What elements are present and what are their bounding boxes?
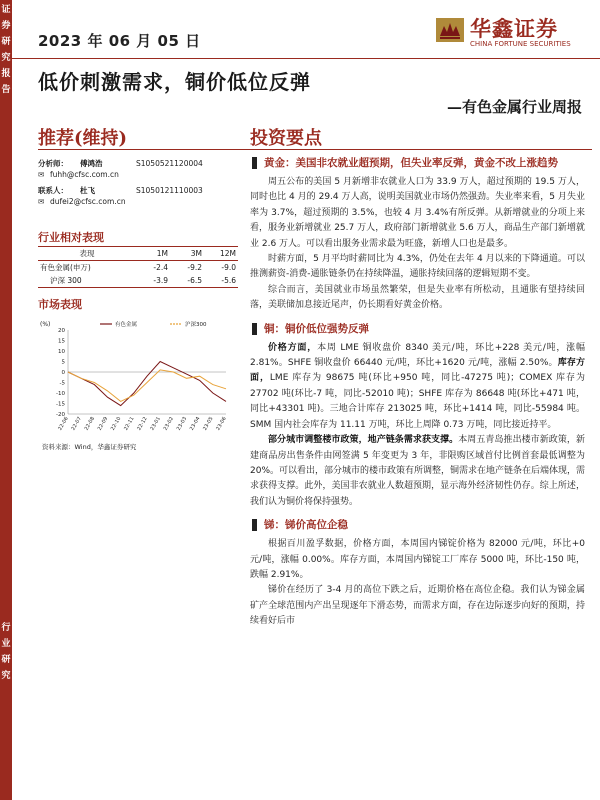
performance-title: 行业相对表现 bbox=[38, 231, 104, 244]
section-heading bbox=[250, 156, 585, 171]
x-tick-label: 23-03 bbox=[175, 416, 189, 432]
section-heading-text: 黄金：美国非农就业超预期，但失业率反弹，黄金不改上涨趋势 bbox=[264, 157, 558, 169]
paragraph-text: 本周五青岛推出楼市新政策，新建商品房出售条件由网签满 5 年变更为 3 年，非限购区域首付比例首套最低调整为 20%。可以看出，部分城市的楼市政策有所调整，铜需求在地产链条在后端体现，需求获得支撑。此外，美国非农就业人数超预期，显示海外经济韧性仍存。综上所述，我们认为铜价将保持强势。 bbox=[250, 435, 586, 507]
y-tick-label: 0 bbox=[61, 370, 65, 376]
analyst-role: 分析师： bbox=[38, 159, 68, 168]
analyst-row bbox=[38, 158, 234, 169]
header-divider bbox=[12, 58, 600, 59]
side-char: 业 bbox=[1, 639, 11, 649]
x-tick-label: 22-10 bbox=[109, 416, 123, 432]
x-tick-label: 23-04 bbox=[188, 416, 202, 432]
body-paragraph bbox=[250, 537, 585, 583]
x-tick-label: 23-01 bbox=[149, 416, 162, 432]
value-3m: -6.5 bbox=[170, 274, 204, 288]
section-heading-text: 锑：锑价高位企稳 bbox=[264, 519, 348, 532]
x-tick-label: 23-02 bbox=[162, 416, 176, 432]
contact-name: 杜飞 bbox=[80, 186, 95, 195]
paragraph-text: 周五公布的美国 5 月新增非农就业人口为 33.9 万人，超过预期的 19.5 万人，同时也比 4 月的 29.4 万人高，说明美国就业市场仍然强劲。失业率来看，5 月失业率为 3.7%，超过预期的 3.5%，也较 4 月 3.4%有所反弹。从新增就业的分项上来看，服务业新增就业 25.7 万人，政府部门新增就业 5.6 万人，商品生产部门新增就业 2.6 万人。可以看出服务业需求最为旺盛，新增人口也是最多。 bbox=[250, 177, 585, 249]
paragraph-lead: 库存方面， bbox=[250, 358, 585, 384]
brand-logo-icon bbox=[436, 18, 464, 42]
row-name: 沪深 300 bbox=[38, 274, 136, 288]
bullet-marker-icon bbox=[252, 519, 257, 531]
performance-table bbox=[38, 246, 238, 288]
y-tick-label: 15 bbox=[58, 338, 65, 345]
row-name: 有色金属(申万) bbox=[40, 263, 91, 272]
side-char: 证 bbox=[1, 5, 11, 15]
x-tick-label: 22-12 bbox=[136, 416, 149, 432]
mail-icon: ✉ bbox=[38, 197, 45, 206]
contact-code: S1050121110003 bbox=[136, 186, 203, 195]
paragraph-text: 根据百川盈孚数据，价格方面，本周国内锑锭价格为 82000 元/吨，环比+0 元/吨，涨幅 0.00%。库存方面，本周国内锑锭工厂库存 5000 吨，环比-150 吨，跌幅 2.91%。 bbox=[250, 539, 585, 580]
report-date: 2023 年 06 月 05 日 bbox=[38, 32, 201, 50]
side-char: 究 bbox=[1, 671, 11, 681]
value-1m: -2.4 bbox=[153, 263, 168, 272]
bullet-marker-icon bbox=[252, 323, 257, 335]
side-label-bottom bbox=[0, 620, 12, 684]
legend-label: 有色金属 bbox=[115, 322, 138, 328]
rating-label: 推荐(维持) bbox=[38, 128, 128, 149]
table-header: 1M bbox=[136, 247, 170, 261]
section-heading bbox=[250, 322, 585, 337]
analyst-info bbox=[38, 158, 234, 207]
side-char: 研 bbox=[1, 655, 11, 665]
section-heading bbox=[250, 518, 585, 533]
x-tick-label: 23-06 bbox=[215, 416, 228, 432]
market-title: 市场表现 bbox=[38, 298, 82, 311]
body-paragraph bbox=[250, 252, 585, 283]
contact-row bbox=[38, 185, 234, 196]
paragraph-text: LME 库存为 98675 吨(环比+950 吨，同比-47275 吨)；COMEX 库存为 27702 吨(环比-7 吨，同比-52010 吨)；SHFE 库存为 86648 吨(环比+471 吨，同比+43301 吨)。三地合计库存 213025 吨，环比+1414 吨，同比-55984 吨。SMM 国内社会库存为 11.11 万吨，环比上周降 0.73 万吨，同比接近持平。 bbox=[250, 373, 585, 430]
market-chart bbox=[38, 316, 238, 436]
paragraph-lead: 部分城市调整楼市政策，地产链条需求获支撑。 bbox=[268, 435, 459, 446]
x-tick-label: 22-08 bbox=[83, 416, 97, 432]
body-paragraph bbox=[250, 583, 585, 629]
x-tick-label: 22-09 bbox=[96, 416, 110, 432]
brand-logo-subtext: CHINA FORTUNE SECURITIES bbox=[470, 40, 571, 48]
contact-email-row[interactable] bbox=[38, 196, 234, 207]
contact-email[interactable]: dufei2@cfsc.com.cn bbox=[50, 197, 126, 206]
x-tick-label: 22-06 bbox=[57, 416, 70, 432]
x-tick-label: 22-11 bbox=[123, 416, 136, 432]
series-line-2 bbox=[68, 370, 226, 402]
table-row bbox=[38, 261, 238, 275]
paragraph-text: 本周 LME 铜收盘价 8340 美元/吨，环比+228 美元/吨，涨幅 2.81%。SHFE 铜收盘价 66440 元/吨，环比+1620 元/吨，涨幅 2.50%。 bbox=[250, 342, 585, 369]
report-title: 低价刺激需求，铜价低位反弹 bbox=[38, 70, 311, 94]
side-char: 究 bbox=[1, 53, 11, 63]
value-12m: -9.0 bbox=[221, 263, 236, 272]
y-tick-label: 5 bbox=[61, 359, 65, 366]
investment-points-title: 投资要点 bbox=[250, 128, 322, 149]
body-paragraph bbox=[250, 433, 585, 510]
table-header: 表现 bbox=[38, 247, 136, 261]
table-header: 12M bbox=[204, 247, 238, 261]
analyst-name: 傅鸿浩 bbox=[80, 159, 103, 168]
analyst-email-row[interactable] bbox=[38, 169, 234, 180]
bullet-marker-icon bbox=[252, 157, 257, 169]
table-header: 3M bbox=[170, 247, 204, 261]
paragraph-lead: 价格方面， bbox=[268, 342, 318, 353]
analyst-email[interactable]: fuhh@cfsc.com.cn bbox=[50, 170, 119, 179]
value-12m: -5.6 bbox=[204, 274, 238, 288]
x-tick-label: 22-07 bbox=[70, 416, 83, 432]
paragraph-text: 锑价在经历了 3-4 月的高位下跌之后，近期价格在高位企稳。我们认为锑金属矿产全球范围内产出呈现逐年下滑态势，而需求方面，存在边际逐步向好的预期，持续看好后市 bbox=[250, 585, 585, 627]
paragraph-text: 时薪方面，5 月平均时薪同比为 4.3%，仍处在去年 4 月以来的下降通道。可以推测薪资-消费-通胀链条仍在持续降温，通胀持续回落的逻辑短期不变。 bbox=[250, 254, 585, 280]
brand-logo-text: 华鑫证券 bbox=[470, 17, 558, 41]
section-divider bbox=[38, 149, 592, 150]
analyst-code: S1050521120004 bbox=[136, 159, 203, 168]
y-tick-label: 20 bbox=[58, 328, 65, 334]
y-unit-label: (%) bbox=[40, 321, 51, 328]
value-1m: -3.9 bbox=[136, 274, 170, 288]
side-char: 研 bbox=[1, 37, 11, 47]
side-char: 告 bbox=[1, 85, 11, 95]
x-tick-label: 23-05 bbox=[202, 416, 215, 432]
side-label-top bbox=[0, 2, 12, 98]
side-char: 报 bbox=[1, 69, 11, 79]
y-tick-label: 10 bbox=[58, 349, 65, 355]
body-paragraph bbox=[250, 283, 585, 314]
body-paragraph bbox=[250, 341, 585, 433]
table-row bbox=[38, 274, 238, 288]
legend-label: 沪深300 bbox=[185, 322, 207, 328]
y-tick-label: -5 bbox=[59, 380, 65, 387]
report-subtitle: —有色金属行业周报 bbox=[446, 98, 582, 116]
y-tick-label: -20 bbox=[56, 412, 65, 418]
body-paragraph bbox=[250, 175, 585, 252]
paragraph-text: 综合而言，美国就业市场虽然繁荣，但是失业率有所松动，且通胀有望持续回落，美联储加息接近尾声，仍长期看好黄金价格。 bbox=[250, 284, 585, 311]
investment-points-body bbox=[250, 152, 585, 634]
value-3m: -9.2 bbox=[187, 263, 202, 272]
series-line-1 bbox=[68, 362, 226, 406]
section-heading-text: 铜：铜价低位强势反弹 bbox=[264, 322, 369, 335]
side-char: 券 bbox=[1, 21, 11, 31]
y-tick-label: -15 bbox=[56, 401, 65, 408]
side-char: 行 bbox=[1, 623, 11, 633]
y-tick-label: -10 bbox=[56, 391, 65, 397]
chart-source: 资料来源：Wind，华鑫证券研究 bbox=[42, 443, 137, 451]
contact-role: 联系人： bbox=[38, 186, 68, 195]
mail-icon: ✉ bbox=[38, 170, 45, 179]
